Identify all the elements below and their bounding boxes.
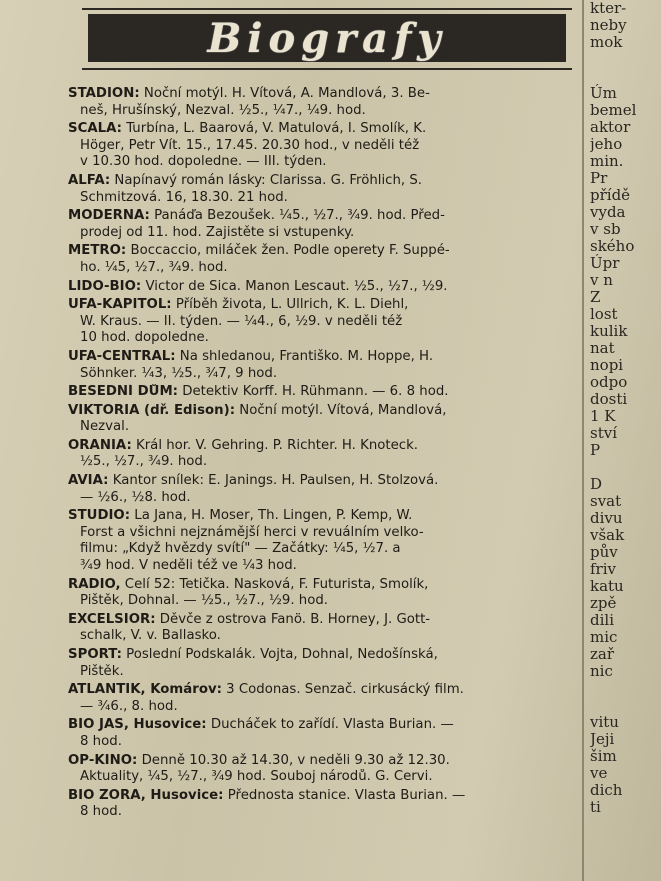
listing-entry: [68, 508, 588, 574]
listing-entry: [68, 577, 588, 610]
adjacent-column-line: [590, 459, 661, 476]
program-text: Höger, Petr Vít. 15., 17.45. 20.30 hod., v neděli též: [80, 137, 420, 153]
adjacent-column-line: však: [590, 526, 625, 544]
adjacent-column-line: min.: [590, 152, 624, 170]
adjacent-column-line: 1 K: [590, 407, 616, 425]
listing-line: [68, 628, 588, 645]
listing-entry: [68, 753, 588, 786]
adjacent-column-line: ti: [590, 798, 601, 816]
adjacent-column-line: jeho: [590, 135, 623, 153]
program-text: Denně 10.30 až 14.30, v neděli 9.30 až 12.30.: [137, 752, 450, 768]
listing-entry: [68, 473, 588, 506]
cinema-name: UFA-CENTRAL:: [68, 348, 176, 364]
adjacent-column-line: lost: [590, 305, 618, 323]
cinema-name: LIDO-BIO:: [68, 278, 142, 294]
adjacent-column-line: D: [590, 475, 603, 493]
program-text: Turbína, L. Baarová, V. Matulová, I. Smolík, K.: [121, 121, 427, 137]
cinema-name: EXCELSIOR:: [68, 611, 156, 627]
adjacent-column-line: Pr: [590, 169, 608, 187]
listing-line: [68, 734, 588, 751]
program-text: Noční motýl. Vítová, Mandlová,: [235, 402, 447, 418]
listing-line: [68, 384, 588, 401]
adjacent-column-line: neby: [590, 16, 627, 34]
cinema-name: SCALA:: [68, 121, 122, 137]
listing-line: [68, 664, 588, 681]
adjacent-column-line: v n: [590, 271, 613, 289]
program-text: Na shledanou, Františko. M. Hoppe, H.: [175, 348, 434, 364]
program-text: Kantor snílek: E. Janings. H. Paulsen, H. Stolzová.: [108, 473, 439, 489]
program-text: Přednosta stanice. Vlasta Burian. —: [223, 787, 466, 803]
program-text: Poslední Podskalák. Vojta, Dohnal, Nedošínská,: [121, 647, 438, 662]
listing-line: [68, 366, 588, 383]
adjacent-column-line: mic: [590, 628, 618, 646]
program-text: filmu: „Když hvězdy svítí" — Začátky: ¼5, ½7. a: [80, 541, 401, 557]
program-text: Aktuality, ¼5, ½7., ¾9 hod. Souboj národů. G. Cervi.: [80, 769, 433, 785]
listing-line: [68, 279, 588, 296]
listing-line: [68, 699, 588, 716]
listing-entry: [68, 438, 588, 471]
listing-line: [68, 682, 588, 699]
cinema-name: ATLANTIK, Komárov:: [68, 682, 222, 698]
listing-entry: [68, 647, 588, 680]
listing-line: [68, 593, 588, 610]
listing-line: [68, 647, 588, 664]
cinema-name: UFA-KAPITOL:: [68, 297, 172, 313]
listing-line: [68, 612, 588, 629]
listing-line: [68, 473, 588, 490]
adjacent-column-line: vitu: [590, 713, 619, 731]
adjacent-column-line: friv: [590, 560, 616, 578]
listing-entry: [68, 173, 588, 206]
listing-line: [68, 154, 588, 171]
listing-line: [68, 190, 588, 207]
listing-line: [68, 121, 588, 138]
program-text: Pištěk.: [80, 663, 124, 679]
program-text: v 10.30 hod. dopoledne. — III. týden.: [80, 154, 327, 170]
program-text: Panáďa Bezoušek. ¼5., ½7., ¾9. hod. Před-: [149, 208, 445, 224]
program-text: neš, Hrušínský, Nezval. ½5., ¼7., ¼9. hod.: [80, 102, 366, 118]
listing-line: [68, 260, 588, 277]
listing-line: [68, 243, 588, 260]
program-text: ¾9 hod. V neděli též ve ¼3 hod.: [80, 558, 297, 574]
listing-line: [68, 788, 588, 805]
adjacent-column-line: Z: [590, 288, 601, 306]
cinema-name: OP-KINO:: [68, 752, 138, 768]
cinema-listings: [68, 86, 588, 823]
program-text: Král hor. V. Gehring. P. Richter. H. Knoteck.: [131, 437, 419, 453]
listing-entry: [68, 349, 588, 382]
adjacent-column-line: nat: [590, 339, 615, 357]
listing-line: [68, 438, 588, 455]
section-header: [88, 14, 566, 62]
adjacent-column-line: zpě: [590, 594, 617, 612]
cinema-name: BESEDNÍ DŮM:: [68, 384, 179, 400]
adjacent-column-line: mok: [590, 33, 623, 51]
cinema-name: ALFA:: [68, 172, 111, 188]
listing-entry: [68, 612, 588, 645]
program-text: Victor de Sica. Manon Lescaut. ½5., ½7., ½9.: [141, 278, 448, 294]
cinema-name: RADIO,: [68, 576, 121, 592]
program-text: Noční motýl. H. Vítová, A. Mandlová, 3. Be-: [139, 86, 430, 101]
listing-line: [68, 330, 588, 347]
adjacent-column-line: [590, 51, 661, 68]
program-text: — ¾6., 8. hod.: [80, 698, 178, 714]
adjacent-column-line: Jeji: [590, 730, 615, 748]
listing-line: [68, 577, 588, 594]
cinema-name: MODERNA:: [68, 208, 150, 224]
listing-line: [68, 541, 588, 558]
program-text: 3 Codonas. Senzač. cirkusácký film.: [221, 682, 464, 698]
listing-line: [68, 297, 588, 314]
program-text: — ½6., ½8. hod.: [80, 489, 191, 505]
program-text: 10 hod. dopoledne.: [80, 330, 209, 346]
program-text: Söhnker. ¼3, ½5., ¾7, 9 hod.: [80, 365, 278, 381]
adjacent-column-line: svat: [590, 492, 622, 510]
program-text: 8 hod.: [80, 733, 122, 749]
listing-entry: [68, 788, 588, 821]
listing-line: [68, 208, 588, 225]
listing-line: [68, 525, 588, 542]
adjacent-column-line: šim: [590, 747, 617, 765]
adjacent-column-line: dosti: [590, 390, 628, 408]
listing-line: [68, 419, 588, 436]
listing-entry: [68, 717, 588, 750]
adjacent-column-line: nopi: [590, 356, 624, 374]
listing-line: [68, 103, 588, 120]
listing-line: [68, 508, 588, 525]
adjacent-column-line: Úpr: [590, 254, 620, 272]
program-text: ½5., ½7., ¾9. hod.: [80, 454, 208, 470]
program-text: Celí 52: Tetička. Nasková, F. Futurista, Smolík,: [120, 576, 429, 592]
cinema-name: VIKTORIA (dř. Edison):: [68, 402, 236, 418]
listing-line: [68, 490, 588, 507]
listing-entry: [68, 384, 588, 401]
listing-entry: [68, 208, 588, 241]
cinema-name: STUDIO:: [68, 508, 131, 524]
adjacent-column-line: [590, 68, 661, 85]
adjacent-column-line: [590, 680, 661, 697]
program-text: La Jana, H. Moser, Th. Lingen, P. Kemp, W.: [130, 508, 413, 524]
program-text: Pištěk, Dohnal. — ½5., ½7., ½9. hod.: [80, 593, 329, 609]
listing-line: [68, 454, 588, 471]
cinema-name: AVIA:: [68, 473, 109, 489]
listing-line: [68, 314, 588, 331]
listing-line: [68, 349, 588, 366]
adjacent-column-line: bemel: [590, 101, 637, 119]
adjacent-column-line: aktor: [590, 118, 631, 136]
program-text: Napínavý román lásky: Clarissa. G. Fröhlich, S.: [110, 172, 423, 188]
adjacent-column-line: dich: [590, 781, 623, 799]
program-text: Schmitzová. 16, 18.30. 21 hod.: [80, 189, 288, 205]
listing-entry: [68, 279, 588, 296]
cinema-name: METRO:: [68, 243, 127, 259]
listing-entry: [68, 86, 588, 119]
adjacent-column-line: ství: [590, 424, 617, 442]
program-text: Detektiv Korff. H. Rühmann. — 6. 8 hod.: [178, 384, 449, 400]
adjacent-column-line: zař: [590, 645, 615, 663]
adjacent-column-line: dili: [590, 611, 614, 629]
program-text: Ducháček to zařídí. Vlasta Burian. —: [206, 717, 454, 733]
listing-line: [68, 225, 588, 242]
listing-line: [68, 769, 588, 786]
adjacent-column-line: kulik: [590, 322, 628, 340]
adjacent-column-line: Úm: [590, 84, 617, 102]
adjacent-column-line: ve: [590, 764, 608, 782]
listing-entry: [68, 243, 588, 276]
listing-entry: [68, 403, 588, 436]
adjacent-column-line: ského: [590, 237, 635, 255]
listing-line: [68, 173, 588, 190]
listing-line: [68, 804, 588, 821]
adjacent-column-line: přídě: [590, 186, 631, 204]
cinema-name: BIO JAS, Husovice:: [68, 717, 207, 733]
listing-line: [68, 558, 588, 575]
program-text: ho. ¼5, ½7., ¾9. hod.: [80, 259, 228, 275]
program-text: Nezval.: [80, 419, 130, 435]
adjacent-column-line: [590, 697, 661, 714]
program-text: Forst a všichni nejznámější herci v revuálním velko-: [80, 524, 424, 540]
adjacent-column-text: [590, 0, 661, 881]
adjacent-column-line: odpo: [590, 373, 628, 391]
program-text: prodej od 11. hod. Zajistěte si vstupenky.: [80, 224, 355, 240]
program-text: Děvče z ostrova Fanö. B. Horney, J. Gott-: [155, 611, 431, 627]
program-text: 8 hod.: [80, 804, 122, 820]
listing-entry: [68, 682, 588, 715]
cinema-name: ORANIA:: [68, 437, 132, 453]
listing-line: [68, 717, 588, 734]
cinema-name: BIO ZORA, Husovice:: [68, 787, 224, 803]
adjacent-column-line: kter-: [590, 0, 627, 17]
program-text: W. Kraus. — II. týden. — ¼4., 6, ½9. v neděli též: [80, 313, 403, 329]
listing-line: [68, 86, 588, 103]
listing-entry: [68, 297, 588, 347]
adjacent-column-line: nic: [590, 662, 613, 680]
program-text: Příběh života, L. Ullrich, K. L. Diehl,: [171, 297, 409, 313]
adjacent-column-line: vyda: [590, 203, 626, 221]
listing-entry: [68, 121, 588, 171]
adjacent-column-line: katu: [590, 577, 624, 595]
adjacent-column-line: P: [590, 441, 601, 459]
adjacent-column-line: divu: [590, 509, 623, 527]
listing-line: [68, 138, 588, 155]
adjacent-column-line: v sb: [590, 220, 621, 238]
listing-line: [68, 403, 588, 420]
cinema-name: STADION:: [68, 86, 140, 101]
program-text: schalk, V. v. Ballasko.: [80, 628, 221, 644]
adjacent-column-line: pův: [590, 543, 618, 561]
section-title: Biografy: [207, 14, 447, 62]
cinema-name: SPORT:: [68, 647, 122, 662]
listing-line: [68, 753, 588, 770]
program-text: Boccaccio, miláček žen. Podle operety F. Suppé-: [126, 243, 450, 259]
